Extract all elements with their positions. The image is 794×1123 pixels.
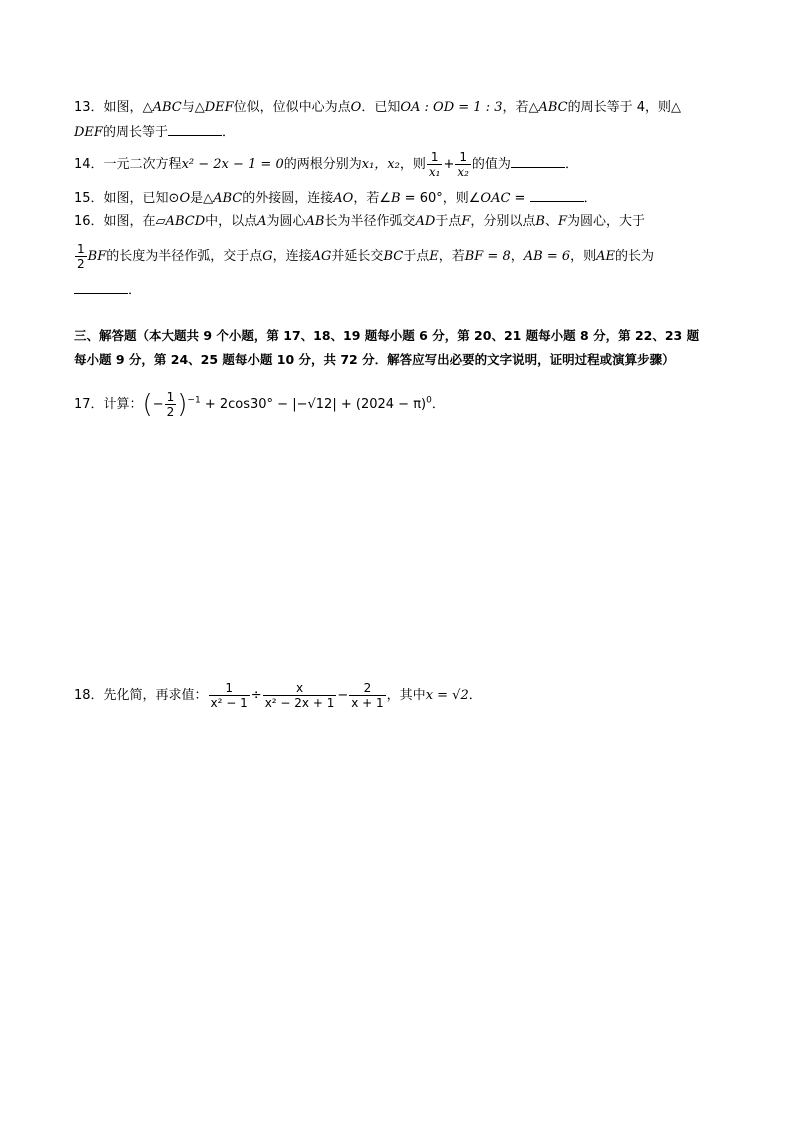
- text: F: [461, 214, 471, 229]
- text: 的周长等于: [102, 125, 168, 140]
- text: G: [262, 249, 273, 264]
- text: 1: [459, 150, 467, 164]
- q18-line: [74, 681, 482, 710]
- quadratic-equation: x² − 2x − 1 = 0: [181, 157, 284, 172]
- text: ，若△: [502, 100, 539, 115]
- text: 并延长交: [331, 249, 384, 264]
- text: 的长为: [615, 249, 655, 264]
- text: AD: [415, 214, 436, 229]
- text: 的周长等于 4，则△: [567, 100, 682, 115]
- text: 如图，在: [103, 214, 156, 229]
- text: 的值为: [471, 157, 511, 172]
- q15-number: 15．: [74, 191, 104, 206]
- text: B: [535, 214, 545, 229]
- answer-blank[interactable]: [74, 281, 128, 294]
- text: OAC: [480, 191, 511, 206]
- text: ，分别以点: [470, 214, 536, 229]
- condition-x-equals-root-2: x = √2: [425, 688, 469, 703]
- q14-line: [74, 150, 578, 179]
- text: −: [152, 397, 164, 412]
- text: ．: [583, 191, 597, 206]
- triangle-abc: ABC: [152, 100, 182, 115]
- q13-line1: [74, 99, 681, 117]
- text: AE: [596, 249, 616, 264]
- fraction-x-over-quadratic: [263, 681, 337, 710]
- text: 如图，: [103, 100, 143, 115]
- q16-line1: [74, 213, 645, 231]
- roots: x₁，x₂: [361, 157, 400, 172]
- text: O: [179, 191, 191, 206]
- text: ．: [221, 125, 235, 140]
- text: E: [429, 249, 439, 264]
- q15-line: [74, 189, 597, 208]
- text: ，则: [399, 157, 426, 172]
- text: ．已知: [361, 100, 401, 115]
- text: AB = 6: [523, 249, 571, 264]
- text: +: [443, 157, 455, 172]
- text: 一元二次方程: [103, 157, 182, 172]
- text: 1: [225, 681, 233, 695]
- text: ，其中: [386, 688, 426, 703]
- text: 是△: [190, 191, 214, 206]
- text: 2: [77, 257, 85, 271]
- fraction-1-over-x2-minus-1: [209, 681, 250, 710]
- text: = 60°，则∠: [400, 191, 481, 206]
- fraction-one-half: [165, 390, 177, 419]
- text: ÷: [250, 688, 262, 703]
- text: x₂: [457, 165, 469, 179]
- section-heading-line2: 每小题 9 分，第 24、25 题每小题 10 分，共 72 分．解答应写出必要的文字说明，证明过程或演算步骤）: [74, 352, 675, 367]
- q16-number: 16．: [74, 214, 104, 229]
- text: 与: [181, 100, 195, 115]
- fraction-2-over-x-plus-1: [349, 681, 385, 710]
- text: 0: [426, 395, 432, 406]
- text: 1: [430, 150, 439, 164]
- text: x: [295, 681, 304, 695]
- ratio-expression: OA : OD = 1 : 3: [400, 100, 503, 115]
- q18-number: 18．先化简，再求值：: [74, 688, 208, 703]
- text: −√12: [296, 397, 333, 412]
- fraction-1-over-x1: [427, 150, 443, 179]
- answer-blank[interactable]: [511, 155, 565, 168]
- text: A: [257, 214, 267, 229]
- q17-number: 17．计算：: [74, 397, 143, 412]
- fraction-1-over-x2: [455, 150, 471, 179]
- text: 1: [166, 390, 175, 404]
- triangle-abc: ABC: [538, 100, 568, 115]
- text: AG: [311, 249, 332, 264]
- text: ，则: [570, 249, 597, 264]
- text: 、: [544, 214, 558, 229]
- answer-blank[interactable]: [530, 189, 584, 202]
- text: +: [336, 397, 356, 412]
- text: 于点: [435, 214, 462, 229]
- text: ．: [128, 283, 142, 298]
- text: 2: [166, 405, 175, 419]
- text: x₁: [428, 165, 441, 179]
- triangle-def: DEF: [204, 100, 234, 115]
- q13-number: 13．: [74, 100, 104, 115]
- text: −: [337, 688, 349, 703]
- text: BC: [383, 249, 404, 264]
- text: 的两根分别为: [283, 157, 362, 172]
- text: BF: [87, 249, 107, 264]
- triangle-symbol: △: [194, 100, 205, 115]
- point-o: O: [350, 100, 362, 115]
- text: ABC: [213, 191, 243, 206]
- q16-line2: [74, 242, 654, 271]
- absolute-value: |−√12|: [292, 397, 337, 412]
- text: ．: [468, 688, 482, 703]
- text: =: [510, 191, 530, 206]
- triangle-def: DEF: [74, 125, 103, 140]
- text: 位似，位似中心为点: [233, 100, 351, 115]
- text: 于点: [403, 249, 430, 264]
- text: ，若∠: [353, 191, 391, 206]
- fraction-one-half: [75, 242, 87, 271]
- q16-line3: [74, 281, 141, 300]
- text: x² − 1: [210, 696, 248, 710]
- text: −1: [187, 395, 201, 406]
- text: 的长度为半径作弧，交于点: [106, 249, 263, 264]
- text: B: [390, 191, 401, 206]
- text: + 2cos30° −: [200, 397, 293, 412]
- text: ，连接: [272, 249, 312, 264]
- text: 如图，已知⊙: [103, 191, 180, 206]
- text: 中，以点: [205, 214, 258, 229]
- q13-line2: [74, 123, 235, 142]
- q14-number: 14．: [74, 157, 104, 172]
- text: (: [142, 389, 153, 420]
- text: ，: [510, 249, 524, 264]
- q17-line: [74, 390, 445, 419]
- text: AO: [333, 191, 354, 206]
- text: x² − 2x + 1: [264, 696, 335, 710]
- text: ，若: [438, 249, 465, 264]
- parallelogram-abcd: ▱ABCD: [155, 214, 206, 229]
- text: 2: [363, 681, 372, 695]
- text: AB: [305, 214, 325, 229]
- text: (2024 − π): [355, 397, 427, 412]
- text: 的外接圆，连接: [242, 191, 334, 206]
- text: 长为半径作弧交: [324, 214, 416, 229]
- text: 为圆心，大于: [567, 214, 646, 229]
- answer-blank[interactable]: [168, 123, 222, 136]
- text: 为圆心: [266, 214, 306, 229]
- triangle-symbol: △: [142, 100, 153, 115]
- text: ．: [431, 397, 445, 412]
- text: ): [177, 389, 188, 420]
- text: 1: [77, 242, 85, 256]
- text: x + 1: [351, 696, 384, 710]
- text: F: [557, 214, 567, 229]
- text: BF = 8: [464, 249, 511, 264]
- text: ．: [564, 157, 578, 172]
- section-heading-line1: 三、解答题（本大题共 9 个小题，第 17、18、19 题每小题 6 分，第 20、21 题每小题 8 分，第 22、23 题: [74, 328, 700, 343]
